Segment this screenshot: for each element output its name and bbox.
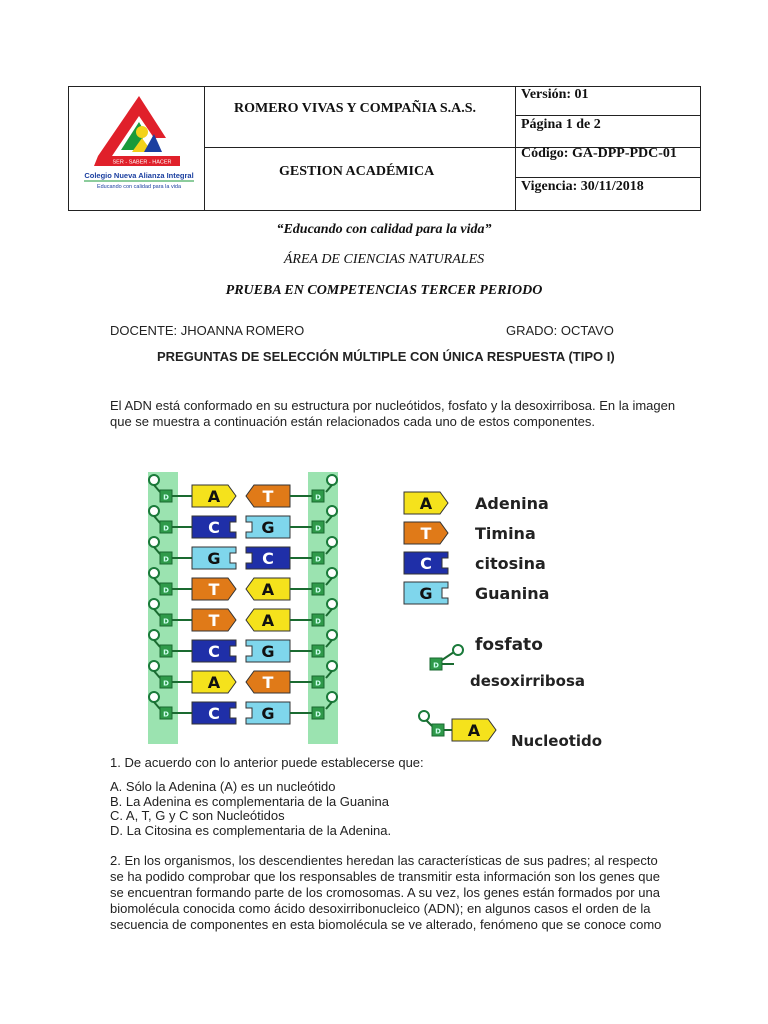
teacher-label: DOCENTE: JHOANNA ROMERO xyxy=(110,323,305,338)
phosphate-left xyxy=(149,506,159,516)
validity-label: Vigencia: 30/11/2018 xyxy=(521,179,644,194)
base-right-G-label: G xyxy=(261,704,275,723)
base-right-G-label: G xyxy=(261,642,275,661)
legend-nucleotide-base-label: A xyxy=(467,721,481,740)
phosphate-left xyxy=(149,661,159,671)
sugar-label: D xyxy=(163,586,169,595)
sugar-label: D xyxy=(315,710,321,719)
phosphate-right xyxy=(327,630,337,640)
sugar-label: D xyxy=(163,555,169,564)
dna-figure xyxy=(140,468,640,758)
legend-timina-swatch-label: T xyxy=(420,524,432,543)
base-left-C-label: C xyxy=(208,518,220,537)
question-1-option-d: D. La Citosina es complementaria de la Adenina. xyxy=(110,823,392,838)
sugar-label: D xyxy=(315,524,321,533)
school-logo xyxy=(76,90,202,202)
legend-timina-label: Timina xyxy=(475,524,536,543)
intro-line-1: El ADN está conformado en su estructura por nucleótidos, fosfato y la desoxirribosa. En la imagen xyxy=(110,398,676,413)
base-right-C-label: C xyxy=(262,549,274,568)
area-title: ÁREA DE CIENCIAS NATURALES xyxy=(283,252,485,267)
sugar-label: D xyxy=(315,679,321,688)
grade-label: GRADO: OCTAVO xyxy=(506,323,614,338)
base-left-A-label: A xyxy=(207,487,221,506)
question-2-line: 2. En los organismos, los descendientes heredan las características de sus padres; al respecto xyxy=(110,853,658,868)
question-1-option-a: A. Sólo la Adenina (A) es un nucleótido xyxy=(110,779,336,794)
base-right-T-label: T xyxy=(262,673,274,692)
base-right-G-label: G xyxy=(261,518,275,537)
phosphate-right xyxy=(327,661,337,671)
base-left-T-label: T xyxy=(208,580,220,599)
phosphate-right xyxy=(327,537,337,547)
version-label: Versión: 01 xyxy=(521,87,589,102)
base-right-A-label: A xyxy=(261,580,275,599)
question-1-stem: 1. De acuerdo con lo anterior puede establecerse que: xyxy=(110,755,424,770)
phosphate-left xyxy=(149,475,159,485)
logo-banner-text: SER - SABER - HACER xyxy=(112,159,172,166)
sugar-label: D xyxy=(435,727,441,736)
phosphate-left xyxy=(149,630,159,640)
base-left-A-label: A xyxy=(207,673,221,692)
sugar-label: D xyxy=(163,524,169,533)
test-title: PRUEBA EN COMPETENCIAS TERCER PERIODO xyxy=(225,283,543,298)
legend-nucleotido-label: Nucleotido xyxy=(511,732,603,750)
phosphate-right xyxy=(327,599,337,609)
sugar-label: D xyxy=(315,586,321,595)
logo-tagline: Educando con calidad para la vida xyxy=(96,184,182,190)
page-label: Página 1 de 2 xyxy=(521,117,601,132)
sugar-label: D xyxy=(315,555,321,564)
legend-citosina-swatch-label: C xyxy=(420,554,432,573)
base-left-T-label: T xyxy=(208,611,220,630)
department-name: GESTION ACADÉMICA xyxy=(279,164,435,179)
base-right-T-label: T xyxy=(262,487,274,506)
sugar-label: D xyxy=(163,648,169,657)
sugar-label: D xyxy=(315,648,321,657)
question-2-line: secuencia de componentes en esta biomolécula se ve alterado, fenómeno que se conoce como xyxy=(110,917,662,932)
logo-school-name: Colegio Nueva Alianza Integral xyxy=(84,171,194,180)
phosphate-right xyxy=(327,506,337,516)
sugar-label: D xyxy=(433,661,439,670)
sugar-label: D xyxy=(163,617,169,626)
intro-line-2: que se muestra a continuación están relacionados cada uno de estos componentes. xyxy=(110,414,595,429)
base-right-A-label: A xyxy=(261,611,275,630)
section-heading: PREGUNTAS DE SELECCIÓN MÚLTIPLE CON ÚNICA RESPUESTA (TIPO I) xyxy=(157,349,615,364)
sugar-label: D xyxy=(315,493,321,502)
legend-desoxirribosa-label: desoxirribosa xyxy=(470,672,585,690)
question-1-option-c: C. A, T, G y C son Nucleótidos xyxy=(110,808,285,823)
phosphate-right xyxy=(327,475,337,485)
phosphate-right xyxy=(327,568,337,578)
motto: “Educando con calidad para la vida” xyxy=(276,222,492,237)
legend-guanina-label: Guanina xyxy=(475,584,550,603)
phosphate-right xyxy=(327,692,337,702)
phosphate-left xyxy=(149,599,159,609)
phosphate-left xyxy=(149,568,159,578)
legend-nucleotide-phosphate xyxy=(419,711,429,721)
phosphate-left xyxy=(149,537,159,547)
question-1-option-b: B. La Adenina es complementaria de la Guanina xyxy=(110,794,389,809)
base-left-C-label: C xyxy=(208,704,220,723)
legend-fosfato-label: fosfato xyxy=(475,635,543,655)
phosphate-left xyxy=(149,692,159,702)
base-left-G-label: G xyxy=(207,549,221,568)
question-2-line: biomolécula conocida como ácido desoxirribonucleico (ADN); en algunos casos el orden de la xyxy=(110,901,651,916)
legend-adenina-label: Adenina xyxy=(475,494,549,513)
legend-guanina-swatch-label: G xyxy=(419,584,433,603)
legend-citosina-label: citosina xyxy=(475,554,546,573)
question-2-line: se ha podido comprobar que los responsables de transmitir esta información son los genes que xyxy=(110,869,660,884)
sugar-label: D xyxy=(315,617,321,626)
sugar-label: D xyxy=(163,710,169,719)
base-left-C-label: C xyxy=(208,642,220,661)
sugar-label: D xyxy=(163,679,169,688)
company-name: ROMERO VIVAS Y COMPAÑIA S.A.S. xyxy=(234,101,477,116)
question-2-line: se encuentran formando parte de los cromosomas. A su vez, los genes están formados por una xyxy=(110,885,660,900)
code-label: Código: GA-DPP-PDC-01 xyxy=(521,146,677,161)
legend-adenina-swatch-label: A xyxy=(419,494,433,513)
legend-phosphate-swatch xyxy=(453,645,463,655)
sugar-label: D xyxy=(163,493,169,502)
